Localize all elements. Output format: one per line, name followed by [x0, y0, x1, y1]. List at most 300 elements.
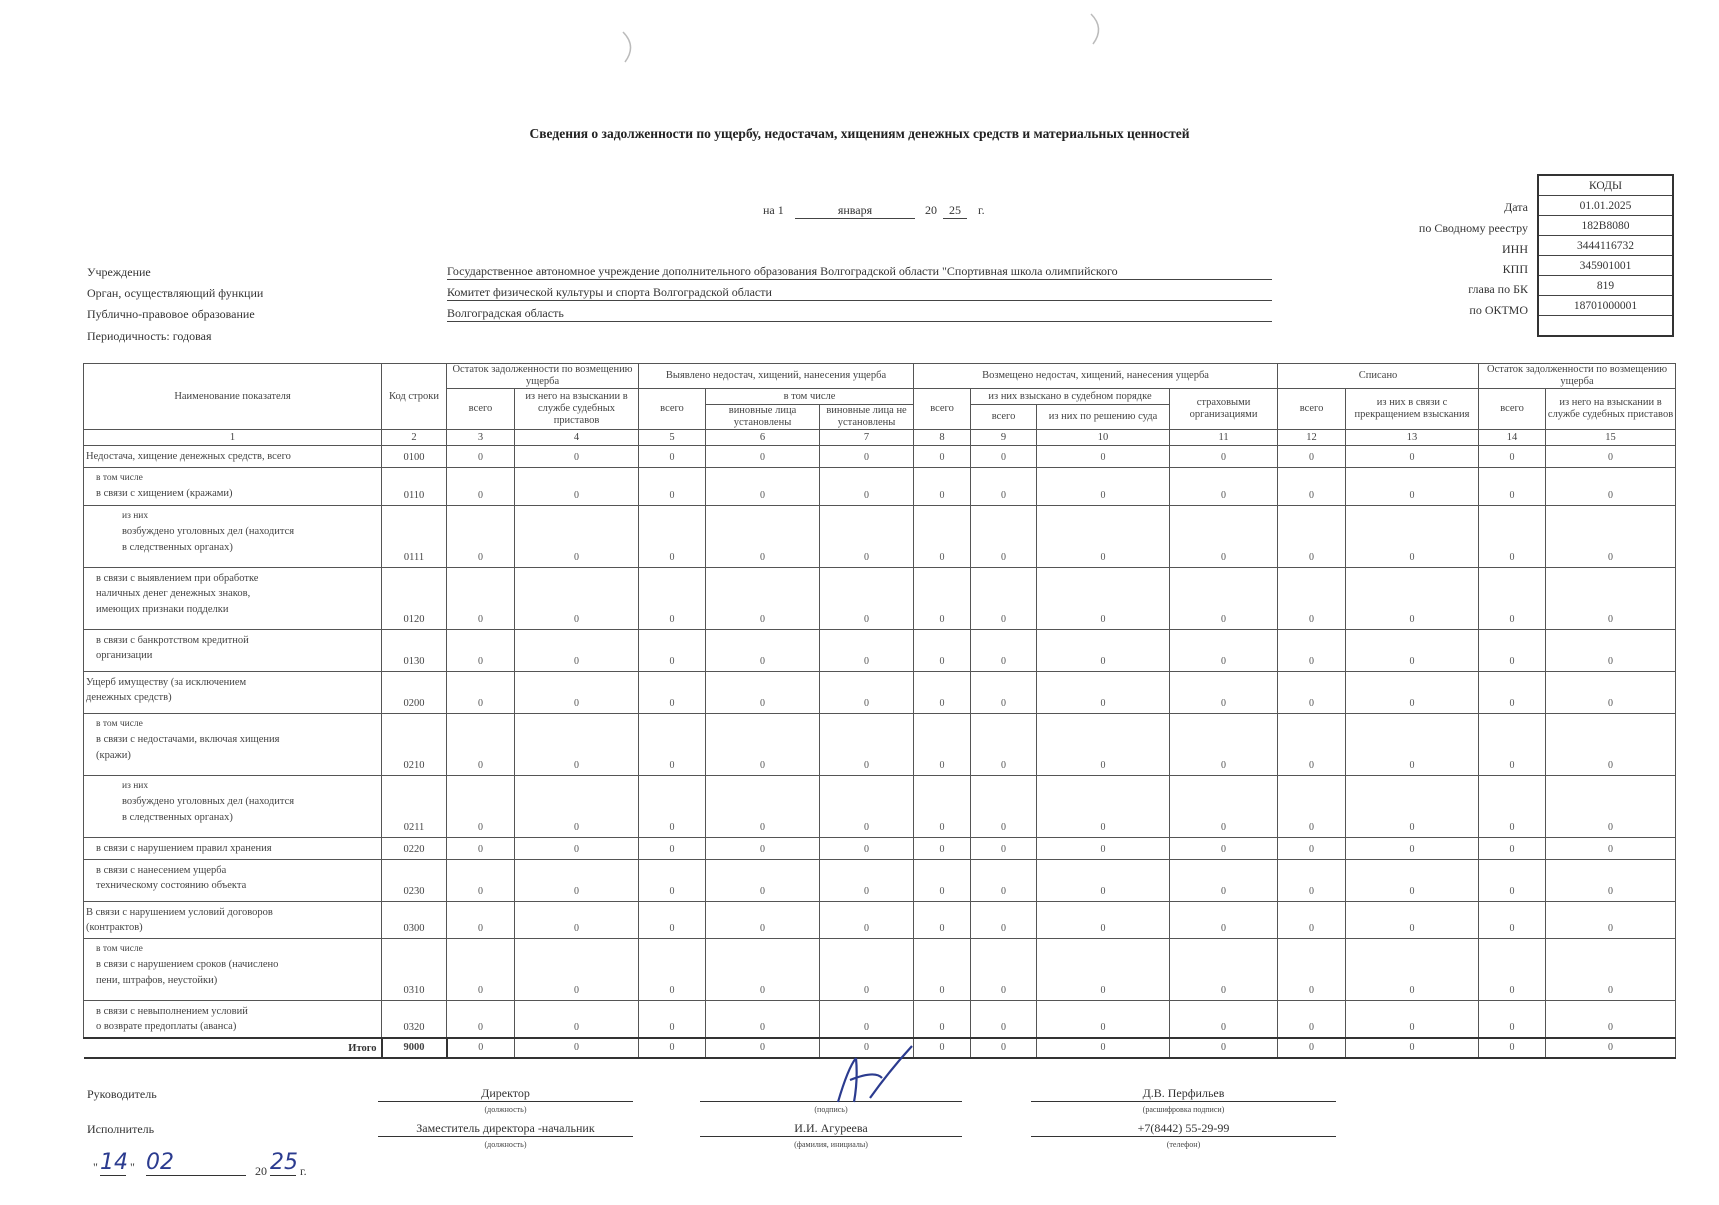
cell-value: 0 [1170, 467, 1278, 505]
cell-value: 0 [1278, 859, 1346, 901]
cell-value: 0 [639, 505, 706, 567]
row-name-line: в связи с невыполнением условий [96, 1005, 248, 1017]
cell-value: 0 [820, 1000, 914, 1038]
code-date: 01.01.2025 [1538, 196, 1673, 216]
row-code: 0211 [382, 775, 447, 837]
cell-value: 0 [820, 567, 914, 629]
table-row [84, 505, 1676, 567]
total-cell-value: 0 [1170, 1038, 1278, 1058]
cell-value: 0 [1479, 938, 1546, 1000]
cell-value: 0 [706, 938, 820, 1000]
code-label-date: Дата [1504, 200, 1528, 214]
cell-value: 0 [820, 467, 914, 505]
header-c5: всего [639, 389, 706, 430]
cell-value: 0 [1479, 467, 1546, 505]
row-name-line: возбуждено уголовных дел (находится [122, 796, 295, 807]
column-number: 15 [1546, 430, 1676, 446]
date-month: января [795, 203, 915, 219]
cell-value: 0 [1546, 467, 1676, 505]
cell-value: 0 [1546, 837, 1676, 859]
cell-value: 0 [971, 901, 1037, 938]
cell-value: 0 [1037, 775, 1170, 837]
header-c11: страховыми организациями [1170, 389, 1278, 430]
cell-value: 0 [1479, 629, 1546, 671]
cell-value: 0 [1546, 859, 1676, 901]
codes-box [1537, 174, 1674, 337]
cell-value: 0 [971, 446, 1037, 468]
cell-value: 0 [1170, 837, 1278, 859]
cell-value: 0 [1278, 1000, 1346, 1038]
total-code: 9000 [382, 1038, 447, 1058]
row-name-line: Ущерб имуществу (за исключением [86, 676, 247, 688]
row-name-line: в следственных органах) [122, 811, 233, 823]
cell-value: 0 [914, 1000, 971, 1038]
date-year-prefix: 20 [925, 203, 937, 217]
row-name [84, 567, 382, 629]
total-cell-value: 0 [639, 1038, 706, 1058]
row-code: 0210 [382, 713, 447, 775]
cell-value: 0 [1479, 567, 1546, 629]
executor-name-caption: (фамилия, инициалы) [794, 1140, 868, 1149]
cell-value: 0 [1346, 859, 1479, 901]
cell-value: 0 [1037, 505, 1170, 567]
header-c6: виновные лица установлены [706, 405, 820, 430]
sign-date-day: 14 [100, 1150, 128, 1175]
cell-value: 0 [1278, 671, 1346, 713]
cell-value: 0 [1546, 775, 1676, 837]
column-number: 12 [1278, 430, 1346, 446]
cell-value: 0 [1346, 938, 1479, 1000]
row-name-line: (кражи) [96, 749, 131, 761]
row-name [84, 859, 382, 901]
cell-value: 0 [1546, 629, 1676, 671]
row-code: 0110 [382, 467, 447, 505]
row-code: 0310 [382, 938, 447, 1000]
cell-value: 0 [820, 446, 914, 468]
row-code: 0320 [382, 1000, 447, 1038]
row-name-line: в том числе [96, 472, 143, 483]
cell-value: 0 [1346, 775, 1479, 837]
head-name-caption: (расшифровка подписи) [1142, 1105, 1225, 1114]
cell-value: 0 [1170, 671, 1278, 713]
cell-value: 0 [639, 775, 706, 837]
cell-value: 0 [447, 467, 515, 505]
cell-value: 0 [515, 859, 639, 901]
cell-value: 0 [971, 671, 1037, 713]
table-row [84, 775, 1676, 837]
cell-value: 0 [1546, 446, 1676, 468]
cell-value: 0 [515, 505, 639, 567]
cell-value: 0 [515, 837, 639, 859]
cell-value: 0 [447, 629, 515, 671]
cell-value: 0 [820, 901, 914, 938]
table-row [84, 713, 1676, 775]
cell-value: 0 [820, 713, 914, 775]
head-name: Д.В. Перфильев [1031, 1086, 1336, 1102]
cell-value: 0 [639, 901, 706, 938]
cell-value: 0 [706, 629, 820, 671]
cell-value: 0 [447, 567, 515, 629]
cell-value: 0 [447, 837, 515, 859]
cell-value: 0 [1479, 859, 1546, 901]
table-row [84, 859, 1676, 901]
row-name [84, 629, 382, 671]
cell-value: 0 [447, 775, 515, 837]
row-name [84, 837, 382, 859]
cell-value: 0 [1037, 1000, 1170, 1038]
column-number: 6 [706, 430, 820, 446]
cell-value: 0 [706, 1000, 820, 1038]
sign-date-year-prefix: 20 [255, 1164, 267, 1178]
cell-value: 0 [639, 837, 706, 859]
row-name-line: наличных денег денежных знаков, [96, 588, 251, 599]
document-title: Сведения о задолженности по ущербу, недостачам, хищениям денежных средств и материальных ценностей [529, 126, 1190, 141]
row-name [84, 1000, 382, 1038]
cell-value: 0 [447, 671, 515, 713]
cell-value: 0 [706, 901, 820, 938]
column-numbers-row [84, 430, 1676, 446]
row-code: 0220 [382, 837, 447, 859]
cell-value: 0 [706, 859, 820, 901]
cell-value: 0 [515, 567, 639, 629]
cell-value: 0 [1170, 629, 1278, 671]
row-code: 0200 [382, 671, 447, 713]
row-code: 0100 [382, 446, 447, 468]
cell-value: 0 [1037, 467, 1170, 505]
cell-value: 0 [914, 859, 971, 901]
cell-value: 0 [706, 467, 820, 505]
date-on-label: на 1 [763, 203, 784, 217]
header-c13: из них в связи с прекращением взыскания [1346, 389, 1479, 430]
cell-value: 0 [1546, 671, 1676, 713]
cell-value: 0 [515, 629, 639, 671]
row-code: 0120 [382, 567, 447, 629]
cell-value: 0 [1037, 859, 1170, 901]
header-c4: из него на взыскании в службе судебных приставов [515, 389, 639, 430]
cell-value: 0 [639, 467, 706, 505]
header-detected: Выявлено недостач, хищений, нанесения ущерба [639, 364, 914, 389]
row-code: 0230 [382, 859, 447, 901]
cell-value: 0 [914, 713, 971, 775]
cell-value: 0 [1170, 1000, 1278, 1038]
row-name-line: в следственных органах) [122, 541, 233, 553]
cell-value: 0 [1346, 901, 1479, 938]
row-name [84, 901, 382, 938]
cell-value: 0 [914, 567, 971, 629]
row-name-line: техническому состоянию объекта [96, 880, 247, 891]
header-c12: всего [1278, 389, 1346, 430]
header-c8: всего [914, 389, 971, 430]
cell-value: 0 [1278, 505, 1346, 567]
handwritten-signature [820, 1040, 920, 1110]
column-number: 9 [971, 430, 1037, 446]
cell-value: 0 [447, 446, 515, 468]
total-cell-value: 0 [447, 1038, 515, 1058]
cell-value: 0 [639, 671, 706, 713]
header-code: Код строки [382, 364, 447, 430]
column-number: 8 [914, 430, 971, 446]
column-number: 11 [1170, 430, 1278, 446]
column-number: 7 [820, 430, 914, 446]
cell-value: 0 [515, 938, 639, 1000]
code-kpp: 345901001 [1538, 256, 1673, 276]
cell-value: 0 [1037, 671, 1170, 713]
cell-value: 0 [447, 713, 515, 775]
date-year-unit: г. [978, 203, 985, 217]
code-oktmo: 18701000001 [1538, 296, 1673, 316]
cell-value: 0 [820, 859, 914, 901]
header-c14: всего [1479, 389, 1546, 430]
total-cell-value: 0 [914, 1038, 971, 1058]
head-signature-caption: (подпись) [814, 1105, 848, 1114]
total-cell-value: 0 [971, 1038, 1037, 1058]
cell-value: 0 [1170, 938, 1278, 1000]
cell-value: 0 [971, 713, 1037, 775]
cell-value: 0 [1546, 938, 1676, 1000]
row-name-line: (контрактов) [86, 922, 143, 933]
cell-value: 0 [914, 837, 971, 859]
cell-value: 0 [706, 567, 820, 629]
code-empty [1538, 316, 1673, 337]
code-label-bk: глава по БК [1468, 282, 1528, 296]
row-name-line: в связи с нарушением правил хранения [96, 842, 272, 854]
cell-value: 0 [914, 775, 971, 837]
cell-value: 0 [706, 713, 820, 775]
row-name [84, 446, 382, 468]
code-label-oktmo: по ОКТМО [1469, 303, 1528, 317]
cell-value: 0 [706, 837, 820, 859]
cell-value: 0 [1170, 775, 1278, 837]
cell-value: 0 [1479, 446, 1546, 468]
cell-value: 0 [1346, 629, 1479, 671]
column-number: 5 [639, 430, 706, 446]
cell-value: 0 [1037, 446, 1170, 468]
cell-value: 0 [820, 629, 914, 671]
header-opening-balance: Остаток задолженности по возмещению ущерба [447, 364, 639, 389]
cell-value: 0 [971, 1000, 1037, 1038]
cell-value: 0 [1479, 901, 1546, 938]
total-cell-value: 0 [706, 1038, 820, 1058]
code-label-registry: по Сводному реестру [1418, 221, 1528, 235]
cell-value: 0 [1278, 901, 1346, 938]
executor-label: Исполнитель [87, 1122, 155, 1136]
column-number: 3 [447, 430, 515, 446]
cell-value: 0 [971, 859, 1037, 901]
cell-value: 0 [820, 775, 914, 837]
column-number: 2 [382, 430, 447, 446]
cell-value: 0 [706, 671, 820, 713]
sign-date-year-unit: г. [300, 1164, 307, 1178]
code-bk: 819 [1538, 276, 1673, 296]
header-name: Наименование показателя [84, 364, 382, 430]
code-registry: 182В8080 [1538, 216, 1673, 236]
header-closing-balance: Остаток задолженности по возмещению ущерба [1479, 364, 1676, 389]
cell-value: 0 [1346, 467, 1479, 505]
cell-value: 0 [820, 938, 914, 1000]
header-c9: всего [971, 405, 1037, 430]
cell-value: 0 [639, 629, 706, 671]
row-name-line: из них [122, 780, 149, 791]
cell-value: 0 [1479, 837, 1546, 859]
row-name [84, 467, 382, 505]
cell-value: 0 [1170, 446, 1278, 468]
cell-value: 0 [914, 505, 971, 567]
table-row [84, 567, 1676, 629]
cell-value: 0 [820, 505, 914, 567]
total-cell-value: 0 [820, 1038, 914, 1058]
total-cell-value: 0 [1346, 1038, 1479, 1058]
cell-value: 0 [1479, 713, 1546, 775]
cell-value: 0 [1037, 713, 1170, 775]
date-close-quote: " [130, 1160, 135, 1174]
cell-value: 0 [1037, 938, 1170, 1000]
cell-value: 0 [1170, 505, 1278, 567]
cell-value: 0 [447, 505, 515, 567]
cell-value: 0 [1546, 505, 1676, 567]
cell-value: 0 [1170, 901, 1278, 938]
cell-value: 0 [914, 467, 971, 505]
cell-value: 0 [1346, 837, 1479, 859]
cell-value: 0 [971, 567, 1037, 629]
table-row [84, 446, 1676, 468]
entity-value: Волгоградская область [447, 306, 1272, 322]
cell-value: 0 [706, 505, 820, 567]
cell-value: 0 [515, 775, 639, 837]
total-cell-value: 0 [1037, 1038, 1170, 1058]
cell-value: 0 [1346, 671, 1479, 713]
row-code: 0130 [382, 629, 447, 671]
header-c3: всего [447, 389, 515, 430]
cell-value: 0 [706, 446, 820, 468]
header-reimbursed: Возмещено недостач, хищений, нанесения ущерба [914, 364, 1278, 389]
cell-value: 0 [1546, 1000, 1676, 1038]
row-name [84, 775, 382, 837]
cell-value: 0 [1278, 629, 1346, 671]
total-label: Итого [84, 1038, 382, 1058]
code-inn: 3444116732 [1538, 236, 1673, 256]
row-name [84, 505, 382, 567]
row-name-line: о возврате предоплаты (аванса) [96, 1021, 237, 1032]
cell-value: 0 [1278, 713, 1346, 775]
cell-value: 0 [1278, 567, 1346, 629]
cell-value: 0 [515, 901, 639, 938]
row-name-line: в том числе [96, 718, 143, 729]
total-cell-value: 0 [1479, 1038, 1546, 1058]
row-code: 0300 [382, 901, 447, 938]
table-row [84, 837, 1676, 859]
total-cell-value: 0 [1278, 1038, 1346, 1058]
table-row [84, 671, 1676, 713]
date-open-quote: " [93, 1160, 98, 1174]
cell-value: 0 [515, 467, 639, 505]
column-number: 10 [1037, 430, 1170, 446]
cell-value: 0 [1278, 938, 1346, 1000]
cell-value: 0 [1346, 713, 1479, 775]
row-name-line: денежных средств) [86, 692, 172, 703]
column-number: 14 [1479, 430, 1546, 446]
row-name-line: Недостача, хищение денежных средств, всего [86, 451, 291, 462]
cell-value: 0 [639, 567, 706, 629]
executor-phone-caption: (телефон) [1166, 1140, 1201, 1149]
header-c15: из него на взыскании в службе судебных приставов [1546, 389, 1676, 430]
cell-value: 0 [706, 775, 820, 837]
cell-value: 0 [914, 901, 971, 938]
head-position-caption: (должность) [484, 1105, 527, 1114]
cell-value: 0 [1479, 671, 1546, 713]
cell-value: 0 [971, 629, 1037, 671]
authority-label: Орган, осуществляющий функции [87, 286, 264, 300]
head-position: Директор [378, 1086, 633, 1102]
executor-position-caption: (должность) [484, 1140, 527, 1149]
institution-value: Государственное автономное учреждение дополнительного образования Волгоградской области "Спортивная школа олимпийского [447, 264, 1272, 280]
row-name-line: в связи с хищением (кражами) [96, 488, 233, 499]
cell-value: 0 [1037, 567, 1170, 629]
total-cell-value: 0 [1546, 1038, 1676, 1058]
date-year-suffix: 25 [943, 203, 967, 219]
cell-value: 0 [971, 775, 1037, 837]
cell-value: 0 [914, 938, 971, 1000]
cell-value: 0 [971, 467, 1037, 505]
row-name-line: в том числе [96, 943, 143, 954]
cell-value: 0 [639, 938, 706, 1000]
cell-value: 0 [447, 1000, 515, 1038]
row-name [84, 713, 382, 775]
cell-value: 0 [1546, 567, 1676, 629]
executor-phone: +7(8442) 55-29-99 [1031, 1121, 1336, 1137]
cell-value: 0 [1170, 567, 1278, 629]
row-name-line: в связи с банкротством кредитной [96, 634, 249, 646]
authority-value: Комитет физической культуры и спорта Волгоградской области [447, 285, 1272, 301]
cell-value: 0 [1278, 446, 1346, 468]
cell-value: 0 [820, 671, 914, 713]
cell-value: 0 [971, 505, 1037, 567]
cell-value: 0 [639, 1000, 706, 1038]
column-number: 4 [515, 430, 639, 446]
row-name-line: в связи с нарушением сроков (начислено [96, 959, 279, 970]
cell-value: 0 [1346, 1000, 1479, 1038]
cell-value: 0 [447, 938, 515, 1000]
cell-value: 0 [447, 901, 515, 938]
cell-value: 0 [914, 446, 971, 468]
code-label-inn: ИНН [1502, 242, 1528, 256]
table-row [84, 467, 1676, 505]
executor-name: И.И. Агуреева [700, 1121, 962, 1137]
cell-value: 0 [914, 629, 971, 671]
header-court-group: из них взыскано в судебном порядке [971, 389, 1170, 405]
row-name-line: организации [96, 650, 153, 661]
row-name-line: в связи с выявлением при обработке [96, 572, 259, 584]
cell-value: 0 [447, 859, 515, 901]
cell-value: 0 [1546, 713, 1676, 775]
institution-label: Учреждение [87, 265, 151, 279]
cell-value: 0 [820, 837, 914, 859]
cell-value: 0 [1037, 901, 1170, 938]
code-label-kpp: КПП [1502, 262, 1528, 276]
cell-value: 0 [1278, 837, 1346, 859]
cell-value: 0 [1170, 713, 1278, 775]
sign-date-year-suffix: 25 [270, 1150, 298, 1175]
row-name [84, 938, 382, 1000]
header-in-that: в том числе [706, 389, 914, 405]
table-row [84, 629, 1676, 671]
row-name-line: В связи с нарушением условий договоров [86, 906, 273, 918]
cell-value: 0 [1278, 467, 1346, 505]
cell-value: 0 [1479, 505, 1546, 567]
periodicity-label: Периодичность: годовая [87, 329, 212, 343]
cell-value: 0 [971, 837, 1037, 859]
cell-value: 0 [1346, 505, 1479, 567]
cell-value: 0 [515, 713, 639, 775]
